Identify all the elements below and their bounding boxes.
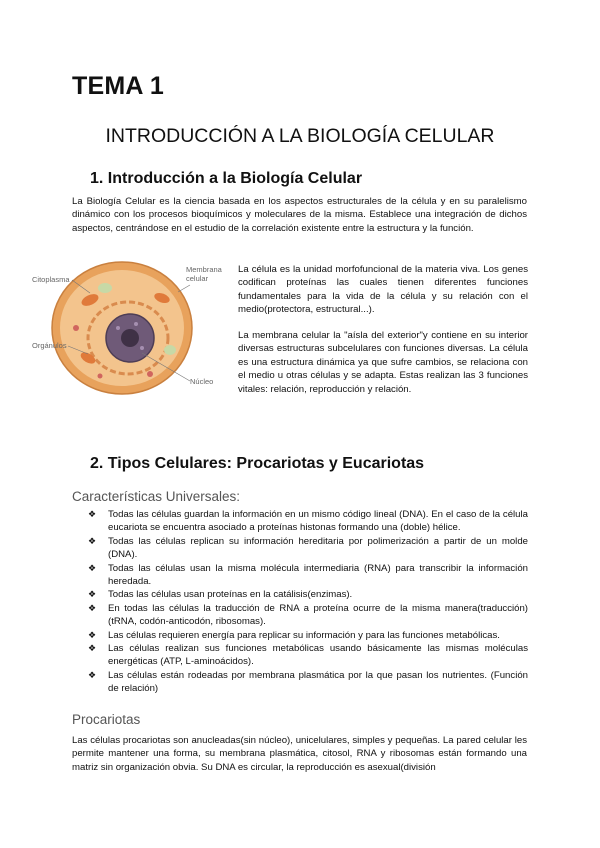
vacuole: [164, 345, 176, 355]
list-item: ❖ Las células requieren energía para replicar su información y para las funciones metabólicas.: [88, 629, 500, 641]
section1-intro: La Biología Celular es la ciencia basada en los aspectos estructurales de la célula y en su paralelismo dinámico con los procesos bioquímicos y moleculares de la misma. Establece una integración de dichos aspectos, centrándose en el estudio de la correlación existente entre la estructura y la función.: [72, 196, 527, 234]
page-subtitle: INTRODUCCIÓN A LA BIOLOGÍA CELULAR: [105, 125, 495, 147]
prokaryote-paragraph: Las células procariotas son anucleadas(sin núcleo), unicelulares, simples y pequeñas. La pared celular les permite mantener una forma, su membrana plasmática, citosol, RNA y ribosomas están formando una matriz sin organización obvia. Su DNA es circular, la reproducción es asexual(división: [72, 735, 527, 773]
bullet-icon: ❖: [88, 535, 97, 546]
list-item: ❖ Todas las células guardan la información en un mismo código lineal (DNA). En el caso de la célula eucariota se encuentra asociado a proteínas histonas formando una (doble) hélice.: [88, 509, 528, 534]
list-item: ❖ En todas las células la traducción de RNA a proteína ocurre de la misma manera(traducción) (tRNA, codón-anticodón, ribosomas).: [88, 602, 528, 628]
bullet-icon: ❖: [88, 643, 97, 654]
bullet-icon: ❖: [88, 602, 97, 613]
list-item: ❖ Todas las células replican su información hereditaria por polimerización a partir de un molde (DNA).: [88, 535, 528, 561]
section1-membrane-paragraph: La membrana celular la "aísla del exterior"y contiene en su interior diversas estructuras subcelulares con funciones diversas. La célula es una estructura dinámica ya que sufre cambios, se relaciona con el medio u otras células y se adapta. Estas realizan las 3 funciones vitales: relación, reproducción y relación.: [238, 330, 528, 395]
nucleolus: [121, 329, 139, 347]
bullet-icon: ❖: [88, 509, 97, 519]
label-citoplasma: Citoplasma: [32, 275, 70, 284]
leader-line: [178, 285, 190, 292]
section2-heading: 2. Tipos Celulares: Procariotas y Eucariotas: [90, 455, 425, 472]
nuclear-pore: [140, 346, 144, 350]
bullet-icon: ❖: [88, 629, 97, 640]
label-nucleo: Núcleo: [190, 377, 214, 386]
label-membrana-1: Membrana: [186, 265, 222, 274]
nuclear-pore: [134, 322, 138, 326]
vacuole: [98, 283, 112, 293]
list-item: ❖ Todas las células usan la misma molécula intermediaria (RNA) para transcribir la información heredada.: [88, 562, 528, 588]
bullet-icon: ❖: [88, 589, 97, 600]
label-organulos: Orgánulos: [32, 341, 67, 350]
bullet-icon: ❖: [88, 562, 97, 573]
universal-characteristics-heading: Características Universales:: [72, 489, 241, 504]
cell-diagram: [30, 258, 235, 408]
vesicle: [98, 374, 103, 379]
section1-unit-paragraph: La célula es la unidad morfofuncional de la materia viva. Los genes codifican proteínas las cuales tienen diferentes funciones fundamentales para la vida de la célula y su relación con el medio(protectora, estructural...).: [238, 264, 528, 316]
section1-heading: 1. Introducción a la Biología Celular: [90, 170, 363, 187]
bullet-icon: ❖: [88, 669, 97, 680]
universal-characteristics-list: [88, 508, 528, 696]
nuclear-pore: [116, 326, 120, 330]
topic-title: TEMA 1: [72, 72, 164, 100]
list-item: ❖ Todas las células usan proteínas en la catálisis(enzimas).: [88, 589, 353, 601]
vesicle: [73, 325, 79, 331]
vesicle: [147, 371, 153, 377]
list-item: ❖ Las células están rodeadas por membrana plasmática por la que pasan los nutrientes. (Función de relación): [88, 669, 528, 695]
label-membrana-2: celular: [186, 274, 209, 283]
list-item: ❖ Las células realizan sus funciones metabólicas usando básicamente las mismas moléculas energéticas (ATP, L-aminoácidos).: [88, 643, 528, 668]
prokaryote-heading: Procariotas: [72, 712, 141, 727]
